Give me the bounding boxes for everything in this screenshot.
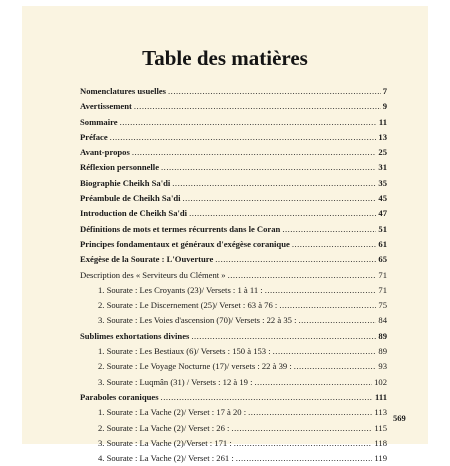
toc-entry: [80, 359, 387, 374]
toc-entry-page: 45: [378, 193, 387, 204]
toc-entry: [80, 313, 387, 328]
toc-entry-label: Définitions de mots et termes récurrents dans le Coran: [80, 223, 281, 234]
toc-entry-label: Description des « Serviteurs du Clément »: [80, 269, 226, 280]
toc-entry-page: 89: [378, 330, 387, 341]
dot-leader: [134, 99, 381, 114]
toc-entry-label: 2. Sourate : Le Discernement (25)/ Verset : 63 à 76 :: [98, 300, 278, 311]
toc-entry-page: 35: [378, 177, 387, 188]
dot-leader: [273, 344, 377, 359]
toc-entry-label: 2. Sourate : La Vache (2)/ Verset : 26 :: [98, 422, 230, 433]
toc-entry: [80, 191, 387, 206]
toc-entry-page: 113: [374, 407, 387, 418]
toc-entry: [80, 222, 387, 237]
toc-entry: [80, 298, 387, 313]
toc-entry: [80, 344, 387, 359]
page-number: 569: [393, 413, 406, 423]
dot-leader: [215, 252, 376, 267]
toc-entry: [80, 145, 387, 160]
toc-entry-label: Nomenclatures usuelles: [80, 86, 167, 96]
toc-entry-label: 1. Sourate : Les Bestiaux (6)/ Versets : 150 à 153 :: [98, 346, 271, 357]
toc-entry-label: Exégèse de la Sourate : L'Ouverture: [80, 254, 214, 265]
dot-leader: [228, 268, 377, 283]
dot-leader: [183, 191, 377, 206]
toc-entry: [80, 436, 387, 451]
toc-entry-label: 3. Sourate : Luqmân (31) / Versets : 12 à 19 :: [98, 376, 253, 387]
toc-entry-page: 9: [382, 101, 387, 112]
toc-entry-label: Sommaire: [80, 116, 118, 127]
book-page: [22, 6, 428, 464]
dot-leader: [294, 359, 377, 374]
toc-entry-page: 31: [378, 162, 387, 173]
toc-entry-page: 93: [378, 361, 387, 372]
dot-leader: [110, 130, 377, 145]
dot-leader: [282, 222, 376, 237]
toc-entry-page: 11: [378, 116, 387, 127]
dot-leader: [132, 145, 377, 160]
dot-leader: [172, 176, 376, 191]
toc-entry: [80, 160, 387, 175]
toc-entry-label: 1. Sourate : La Vache (2)/ Verset : 17 à 20 :: [98, 407, 247, 418]
toc-entry-page: 119: [374, 453, 387, 464]
dot-leader: [161, 160, 376, 175]
toc-entry-label: Préface: [80, 131, 108, 142]
toc-entry: [80, 130, 387, 145]
toc-entry-label: Introduction de Cheikh Sa'di: [80, 208, 188, 219]
dot-leader: [191, 329, 376, 344]
toc-entry-label: Préambule de Cheikh Sa'di: [80, 193, 181, 204]
dot-leader: [236, 451, 373, 466]
dot-leader: [234, 436, 373, 451]
toc-entry-page: 89: [378, 346, 387, 357]
toc-entry: [80, 329, 387, 344]
toc-entry-label: Avertissement: [80, 101, 132, 112]
toc-entry: [80, 237, 387, 252]
toc-entry-label: 4. Sourate : La Vache (2)/ Verset : 261 :: [98, 453, 234, 464]
toc-entry-page: 111: [375, 391, 387, 402]
dot-leader: [292, 237, 377, 252]
toc-entry-page: 65: [378, 254, 387, 265]
dot-leader: [161, 390, 374, 405]
toc-entry-page: 47: [378, 208, 387, 219]
toc-entry-page: 84: [378, 315, 387, 326]
toc-entry: [80, 405, 387, 420]
toc-entry-page: 71: [378, 284, 387, 295]
toc-entry: [80, 115, 387, 130]
toc-entry-page: 25: [378, 147, 387, 158]
dot-leader: [248, 405, 372, 420]
toc-entry-page: 115: [374, 422, 387, 433]
dot-leader: [231, 421, 372, 436]
toc-entry-page: 71: [378, 269, 387, 280]
toc-entry-label: 3. Sourate : La Vache (2)/Verset : 171 :: [98, 437, 232, 448]
dot-leader: [120, 115, 377, 130]
toc-entry: [80, 176, 387, 191]
dot-leader: [255, 375, 373, 390]
toc-entry-page: 7: [382, 86, 387, 96]
dot-leader: [265, 283, 377, 298]
toc-entry-page: 75: [378, 300, 387, 311]
toc-entry-label: 3. Sourate : Les Voies d'ascension (70)/ Versets : 22 à 35 :: [98, 315, 297, 326]
toc-entry: [80, 421, 387, 436]
dot-leader: [189, 206, 376, 221]
dot-leader: [168, 84, 381, 99]
toc-entry-label: 1. Sourate : Les Croyants (23)/ Versets : 1 à 11 :: [98, 284, 263, 295]
dot-leader: [298, 313, 376, 328]
toc-entry: [80, 99, 387, 114]
toc-entry: [80, 283, 387, 298]
toc-entry-page: 51: [378, 223, 387, 234]
toc-entry: [80, 206, 387, 221]
toc-entry-label: Sublimes exhortations divines: [80, 330, 190, 341]
toc-entry-label: Biographie Cheikh Sa'di: [80, 177, 171, 188]
toc-entry: [80, 390, 387, 405]
toc-entry-label: Réflexion personnelle: [80, 162, 160, 173]
toc-entry-page: 61: [378, 238, 387, 249]
table-of-contents: [80, 84, 387, 466]
page-title: Table des matières: [142, 46, 308, 70]
toc-entry-label: 2. Sourate : Le Voyage Nocturne (17)/ versets : 22 à 39 :: [98, 361, 292, 372]
toc-entry: [80, 84, 387, 99]
toc-entry: [80, 252, 387, 267]
toc-entry: [80, 268, 387, 283]
toc-entry-label: Avant-propos: [80, 147, 130, 158]
toc-entry-page: 102: [374, 376, 387, 387]
toc-entry-page: 118: [374, 437, 387, 448]
dot-leader: [279, 298, 376, 313]
toc-entry-page: 13: [378, 131, 387, 142]
toc-entry-label: Principes fondamentaux et généraux d'exégèse coranique: [80, 238, 290, 249]
toc-entry: [80, 375, 387, 390]
toc-entry-label: Paraboles coraniques: [80, 391, 159, 402]
toc-entry: [80, 451, 387, 466]
